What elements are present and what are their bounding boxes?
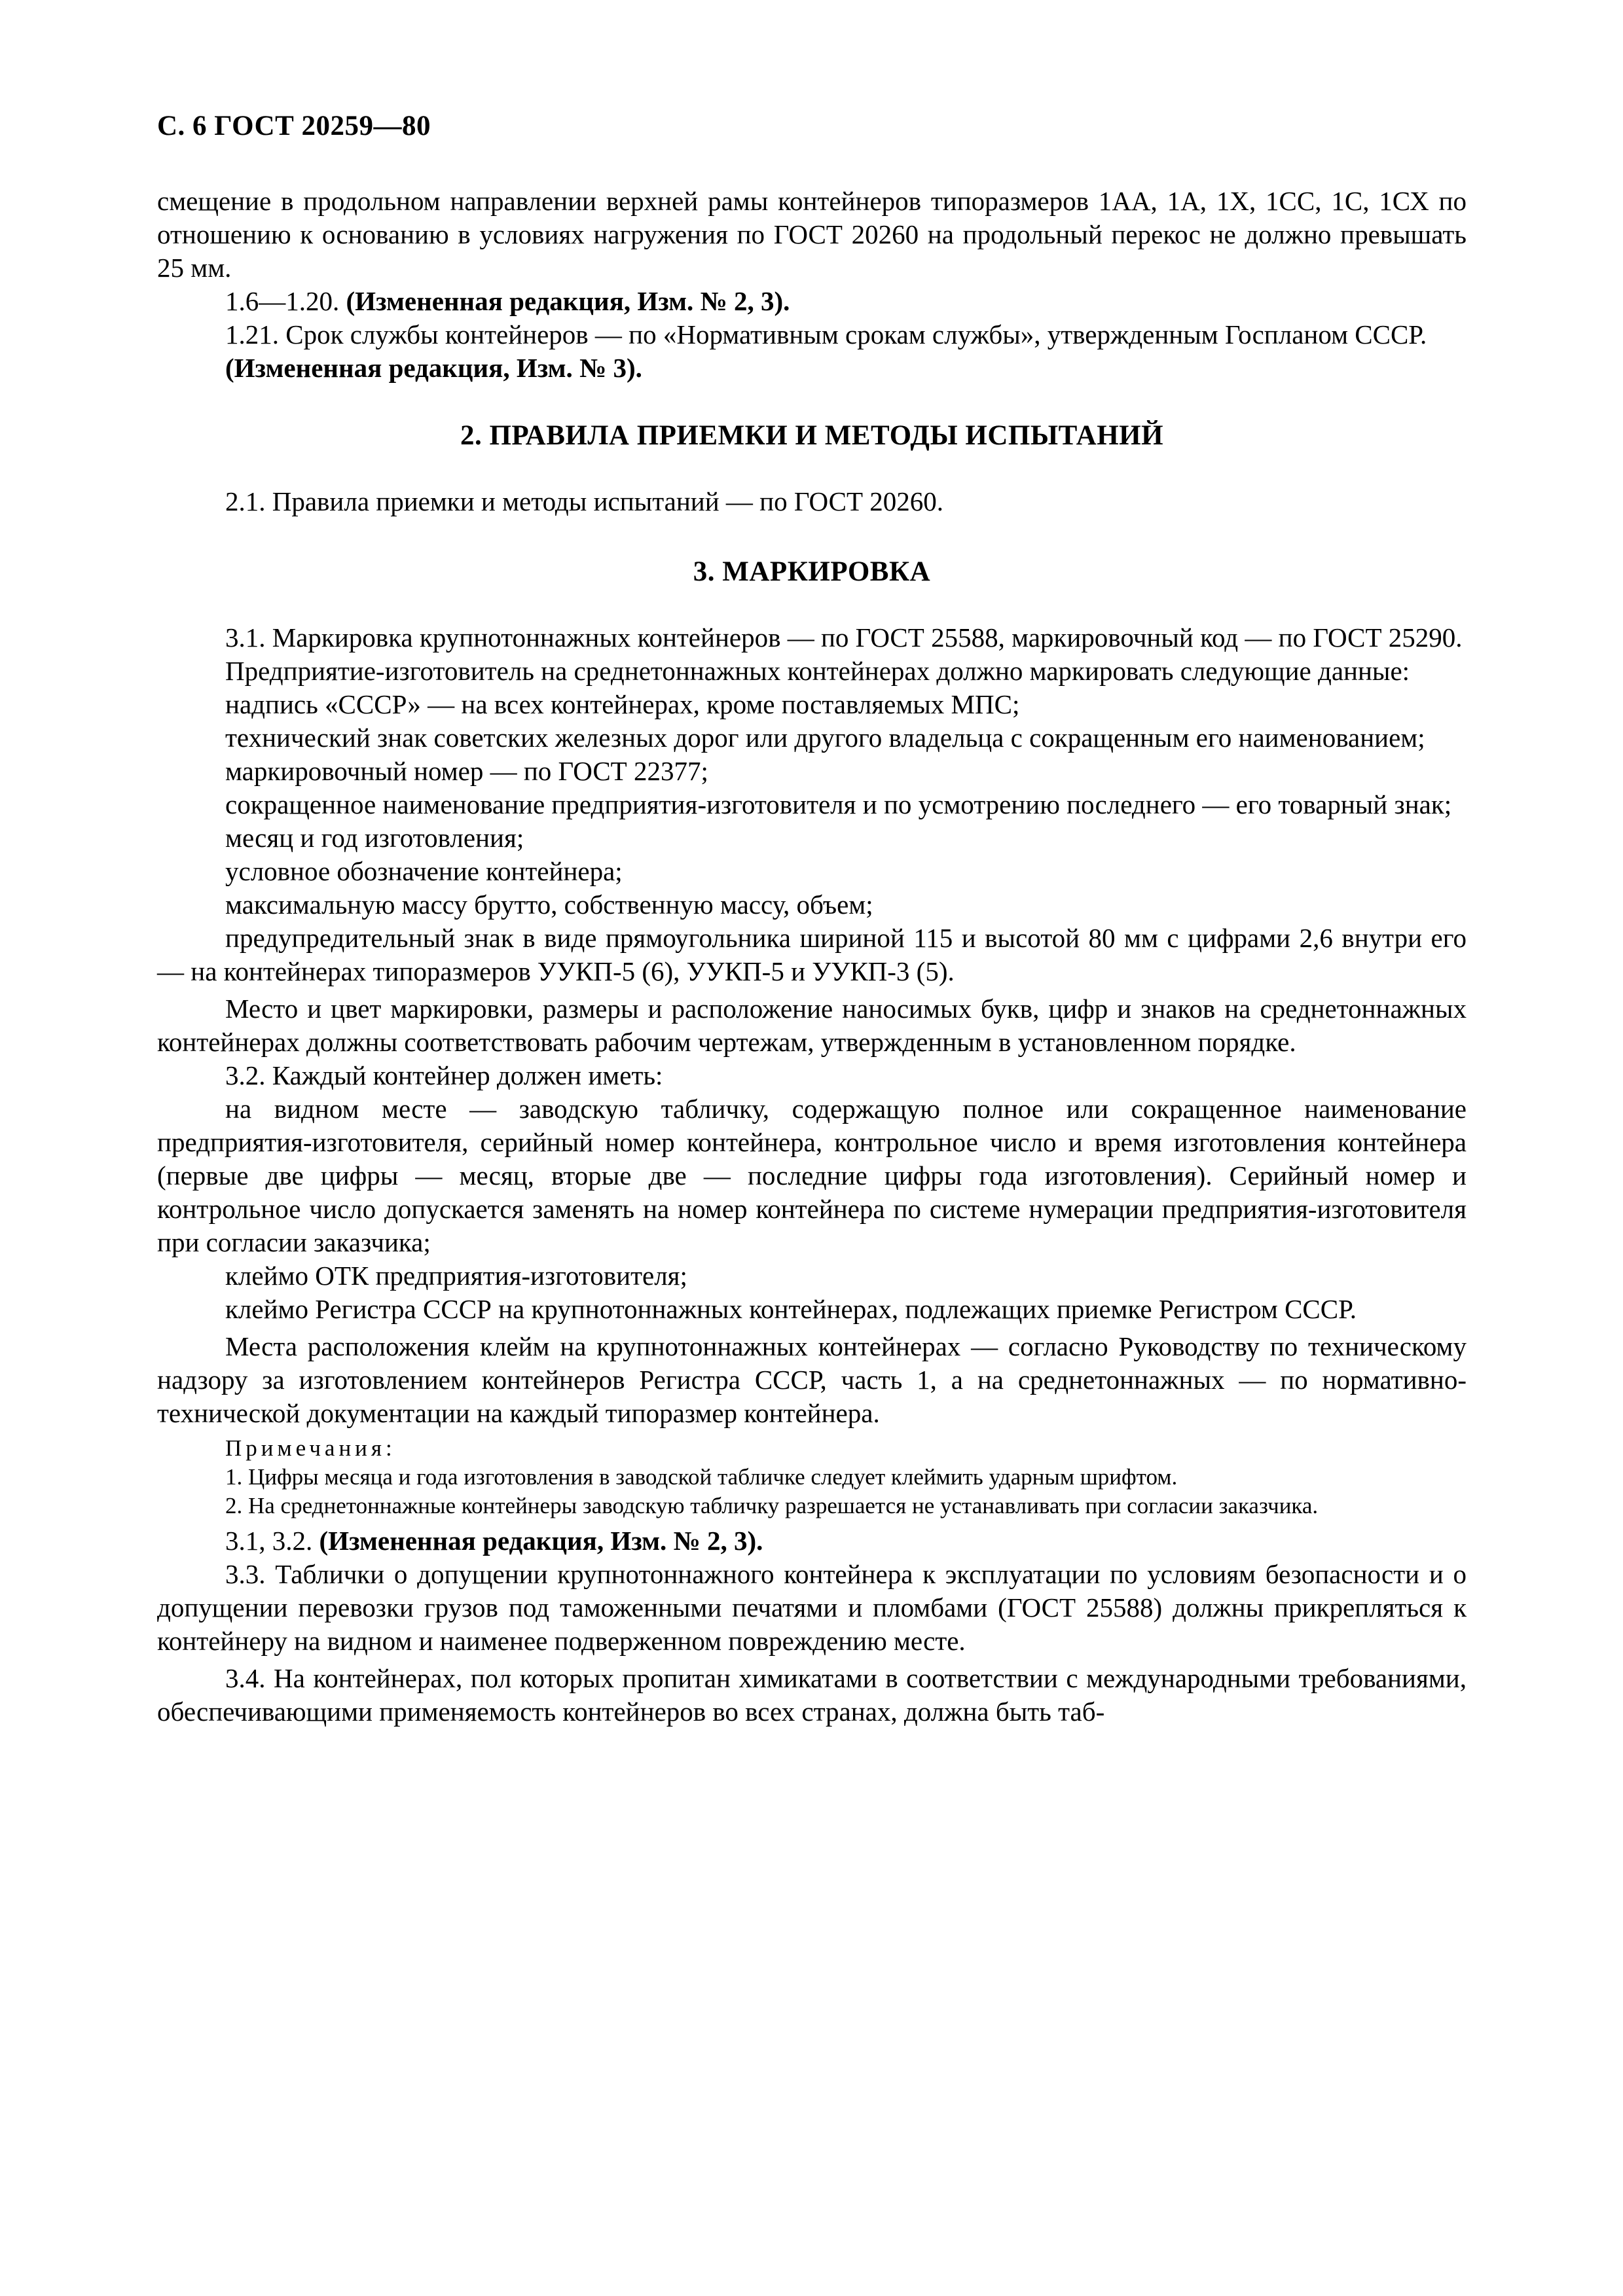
list-item: месяц и год изготовления;: [225, 823, 524, 853]
page-header: С. 6 ГОСТ 20259—80: [157, 111, 431, 141]
list-item: предупредительный знак в виде прямоугольника шириной 115 и высотой 80 мм с цифрами 2,6 внутри его — на контейнерах типоразмеров УУКП-5 (6), УУКП-5 и УУКП-3 (5).: [157, 923, 1467, 986]
notes-title: Примечания:: [225, 1435, 396, 1461]
paragraph-3-1: 3.1. Маркировка крупнотоннажных контейнеров — по ГОСТ 25588, маркировочный код — по ГОСТ 25290.: [225, 622, 1463, 653]
document-body: [157, 185, 1467, 1729]
clause-range: 1.6—1.20.: [225, 286, 340, 316]
list-item: маркировочный номер — по ГОСТ 22377;: [225, 756, 708, 786]
paragraph-3-4: 3.4. На контейнерах, пол которых пропитан химикатами в соответствии с международными требованиями, обеспечивающими применяемость контейнеров во всех странах, должна быть таб-: [157, 1663, 1467, 1727]
change-note-bold: (Измененная редакция, Изм. № 2, 3).: [346, 286, 790, 316]
paragraph-2-1: 2.1. Правила приемки и методы испытаний — по ГОСТ 20260.: [225, 486, 944, 516]
clause-range: 3.1, 3.2.: [225, 1526, 313, 1556]
list-item: надпись «СССР» — на всех контейнерах, кроме поставляемых МПС;: [225, 689, 1020, 719]
change-note: [157, 285, 1467, 318]
section-3-heading: 3. МАРКИРОВКА: [693, 556, 931, 587]
paragraph: Место и цвет маркировки, размеры и расположение наносимых букв, цифр и знаков на среднетоннажных контейнерах должны соответствовать рабочим чертежам, утвержденным в установленном порядке.: [157, 994, 1467, 1057]
list-item: клеймо ОТК предприятия-изготовителя;: [225, 1261, 687, 1291]
change-note: [157, 1524, 1467, 1558]
list-item: клеймо Регистра СССР на крупнотоннажных контейнерах, подлежащих приемке Регистром СССР.: [225, 1294, 1357, 1324]
paragraph: Предприятие-изготовитель на среднетоннажных контейнерах должно маркировать следующие данные:: [225, 656, 1410, 686]
paragraph-3-3: 3.3. Таблички о допущении крупнотоннажного контейнера к эксплуатации по условиям безопасности и о допущении перевозки грузов под таможенными печатями и пломбами (ГОСТ 25588) должны прикрепляться к контейнеру на видном и наименее подверженном повреждению месте.: [157, 1559, 1467, 1656]
paragraph-1-21: 1.21. Срок службы контейнеров — по «Нормативным срокам службы», утвержденным Госпланом СССР.: [225, 319, 1427, 350]
change-note-bold: (Измененная редакция, Изм. № 2, 3).: [319, 1526, 763, 1556]
list-item: на видном месте — заводскую табличку, содержащую полное или сокращенное наименование предприятия-изготовителя, серийный номер контейнера, контрольное число и время изготовления контейнера (первые две цифры — месяц, вторые две — последние цифры года изготовления). Серийный номер и контрольное число допускается заменять на номер контейнера по системе нумерации предприятия-изготовителя при согласии заказчика;: [157, 1094, 1467, 1257]
paragraph: смещение в продольном направлении верхней рамы контейнеров типоразмеров 1АА, 1А, 1Х, 1СС, 1С, 1СХ по отношению к основанию в условиях нагружения по ГОСТ 20260 на продольный перекос не должно превышать 25 мм.: [157, 186, 1467, 283]
list-item: максимальную массу брутто, собственную массу, объем;: [225, 889, 873, 920]
list-item: условное обозначение контейнера;: [225, 856, 623, 886]
paragraph: Места расположения клейм на крупнотоннажных контейнерах — согласно Руководству по техническому надзору за изготовлением контейнеров Регистра СССР, часть 1, а на среднетоннажных — по нормативно-технической документации на каждый типоразмер контейнера.: [157, 1331, 1467, 1428]
list-item: сокращенное наименование предприятия-изготовителя и по усмотрению последнего — его товарный знак;: [225, 789, 1452, 819]
paragraph-3-2: 3.2. Каждый контейнер должен иметь:: [225, 1060, 663, 1090]
change-note-bold: (Измененная редакция, Изм. № 3).: [225, 353, 642, 383]
section-2-heading: 2. ПРАВИЛА ПРИЕМКИ И МЕТОДЫ ИСПЫТАНИЙ: [460, 420, 1164, 451]
note-item: 2. На среднетоннажные контейнеры заводскую табличку разрешается не устанавливать при согласии заказчика.: [225, 1493, 1319, 1518]
note-item: 1. Цифры месяца и года изготовления в заводской табличке следует клеймить ударным шрифтом.: [225, 1464, 1178, 1490]
list-item: технический знак советских железных дорог или другого владельца с сокращенным его наименованием;: [225, 723, 1425, 753]
